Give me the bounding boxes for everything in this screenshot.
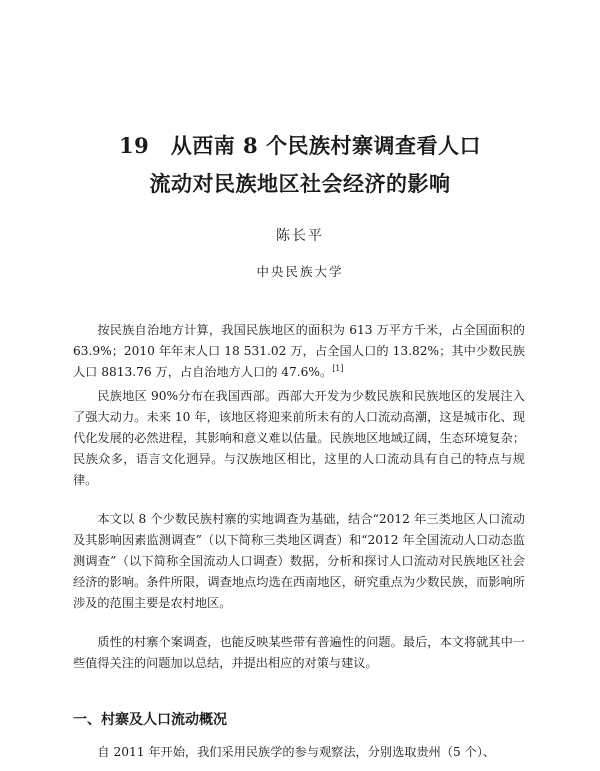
section-heading: 一、村寨及人口流动概况 [73,712,227,728]
paragraph-3: 本文以 8 个少数民族村寨的实地调查为基础，结合“2012 年三类地区人口流动及其影响因素监测调查”（以下简称三类地区调查）和“2012 年全国流动人口动态监测调查”（以下简称全国流动人口调查）数据，分析和探讨人口流动对民族地区社会经济的影响。条件所限，调查地点均选在西南地区，研究重点为少数民族，而影响所涉及的范围主要是农村地区。 [73,512,525,610]
author-affiliation: 中央民族大学 [256,264,344,279]
chapter-title-line-2: 流动对民族地区社会经济的影响 [149,171,451,196]
paragraph-4: 质性的村寨个案调查，也能反映某些带有普遍性的问题。最后，本文将就其中一些值得关注的问题加以总结，并提出相应的对策与建议。 [73,635,525,670]
footnote-marker: [1] [332,364,344,373]
paragraph-5: 自 2011 年开始，我们采用民族学的参与观察法，分别选取贵州（5 个）、 [97,745,496,759]
chapter-title-line-1: 19 从西南 8 个民族村寨调查看人口 [119,133,481,158]
paragraph-1-text: 按民族自治地方计算，我国民族地区的面积为 613 万平方千米，占全国面积的 63.9%；2010 年年末人口 18 531.02 万，占全国人口的 13.82%；其中少数民族人口 8813.76 万，占自治地方人口的 47.6%。 [73,323,525,379]
paragraph-2: 民族地区 90%分布在我国西部。西部大开发为少数民族和民族地区的发展注入了强大动力。未来 10 年，该地区将迎来前所未有的人口流动高潮，这是城市化、现代化发展的必然进程，其影响和意义难以估量。民族地区地域辽阔，生态环境复杂；民族众多，语言文化迥异。与汉族地区相比，这里的人口流动具有自己的特点与规律。 [73,389,525,487]
paragraph-1 [73,320,525,383]
author-name: 陈长平 [276,228,324,244]
